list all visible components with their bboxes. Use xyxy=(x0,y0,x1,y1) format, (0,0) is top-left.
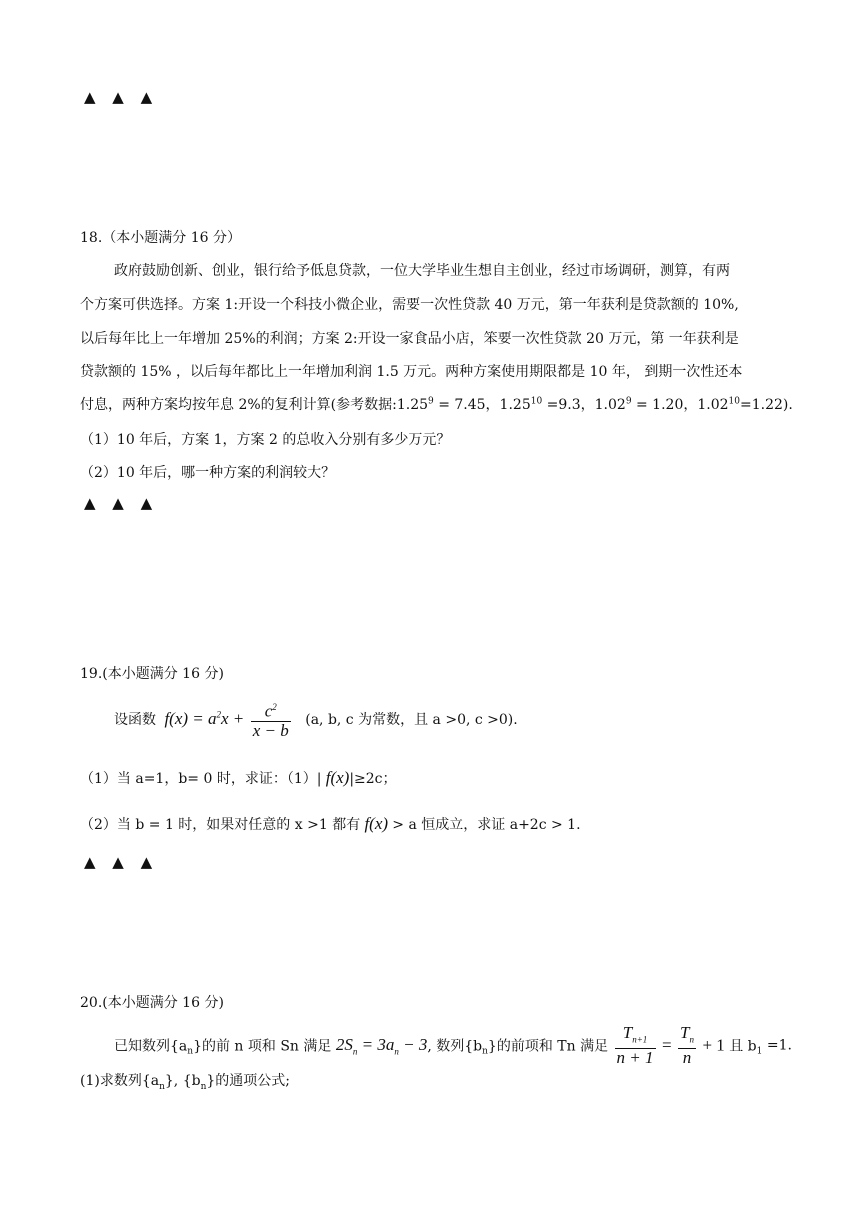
question-19-title: 19.(本小题满分 16 分) xyxy=(80,666,224,682)
q18-line-5-a: 付息，两种方案均按年息 2%的复利计算(参考数据:1.25 xyxy=(80,397,429,413)
q19-part-2-f: f(x) xyxy=(360,814,393,833)
q20-frac-1-num: T xyxy=(622,1023,633,1042)
q20-fraction-2 xyxy=(678,1024,696,1067)
q18-line-2: 个方案可供选择。方案 1:开设一个科技小微企业，需要一次性贷款 40 万元，第一年获利是贷款额的 10%, xyxy=(80,297,739,313)
q19-fraction-den: x − b xyxy=(252,720,289,740)
q20-part-1-a: (1)求数列{a xyxy=(80,1073,160,1089)
q20-eq-1-a: 2S xyxy=(335,1035,353,1054)
q19-function-def xyxy=(114,698,518,740)
q20-text-f: =1. xyxy=(762,1037,792,1054)
q19-part-1-b: |≥2c； xyxy=(349,771,397,787)
q20-frac-1-num-sub: n+1 xyxy=(632,1034,648,1045)
q20-eq-1 xyxy=(335,1035,428,1057)
q18-exp-2: 10 xyxy=(530,396,543,407)
q19-part-1 xyxy=(80,768,397,788)
q19-part-2 xyxy=(80,814,581,834)
q19-formula-lhs: f(x) = a xyxy=(164,708,217,728)
q18-line-4: 贷款额的 15% ，以后每年都比上一年增加利润 1.5 万元。两种方案使用期限都是 10 年， 到期一次性还本 xyxy=(80,364,743,380)
q20-sub-1: n xyxy=(187,1046,194,1057)
q19-formula-x: x + xyxy=(221,708,245,728)
answer-space-marker: ▲ ▲ ▲ xyxy=(84,494,159,512)
q19-part-2-a: （2）当 b = 1 时，如果对任意的 x >1 都有 xyxy=(80,817,361,833)
q20-text-d: }的前项和 Tn 满足 xyxy=(487,1038,609,1055)
answer-space-marker: ▲ ▲ ▲ xyxy=(84,88,159,106)
q19-fraction-num: c xyxy=(264,701,273,721)
q20-plus-one: + 1 xyxy=(702,1035,725,1055)
q19-part-2-b: > a 恒成立，求证 a+2c > 1. xyxy=(392,817,581,833)
q18-part-1: （1）10 年后，方案 1，方案 2 的总收入分别有多少万元？ xyxy=(80,432,451,448)
q18-line-5 xyxy=(80,394,793,414)
q20-eq-1-c: − 3 xyxy=(398,1035,428,1054)
q18-line-5-d: = 1.20，1.02 xyxy=(631,397,729,413)
q19-formula xyxy=(164,709,244,728)
question-18-title: 18.（本小题满分 16 分） xyxy=(80,230,241,246)
q20-text-b: }的前 n 项和 Sn 满足 xyxy=(193,1038,332,1055)
q19-fraction xyxy=(251,698,291,740)
q19-formula-exp: 2 xyxy=(216,709,222,720)
q20-sub-b1: 1 xyxy=(756,1046,763,1057)
q19-part-1-f: f(x) xyxy=(321,768,350,787)
q20-text-e: 且 b xyxy=(724,1038,757,1055)
q20-part-1-b: }, {b xyxy=(164,1073,201,1089)
q18-line-3: 以后每年比上一年增加 25%的利润；方案 2:开设一家食品小店，笨要一次性贷款 20 万元，第 一年获利是 xyxy=(80,331,739,347)
q20-frac-2-num-sub: n xyxy=(689,1034,694,1045)
q18-line-5-e: =1.22). xyxy=(739,397,793,413)
q18-part-2: （2）10 年后，哪一种方案的利润较大？ xyxy=(80,465,336,481)
q20-frac-2-num: T xyxy=(680,1023,690,1042)
q20-eq-1-sub: n xyxy=(352,1046,358,1057)
q18-line-1: 政府鼓励创新、创业，银行给予低息贷款，一位大学毕业生想自主创业，经过市场调研，测算，有两 xyxy=(114,263,730,279)
q20-frac-2-den: n xyxy=(682,1048,692,1068)
q19-intro: 设函数 xyxy=(114,711,156,728)
q18-line-5-b: = 7.45，1.25 xyxy=(433,397,531,413)
q18-exp-3: 9 xyxy=(625,396,632,407)
q18-line-5-c: =9.3，1.02 xyxy=(542,397,626,413)
q20-eq-1-b: = 3a xyxy=(357,1035,395,1054)
q19-fraction-num-exp: 2 xyxy=(272,702,277,712)
q20-fraction-1 xyxy=(615,1024,656,1067)
q20-part-1-sub-2: n xyxy=(200,1081,207,1092)
q20-sub-2: n xyxy=(482,1046,488,1057)
q20-equals: = xyxy=(661,1035,672,1055)
q20-eq-1-b-sub: n xyxy=(394,1046,399,1057)
q18-exp-4: 10 xyxy=(728,396,740,407)
q20-frac-1-den: n + 1 xyxy=(616,1048,654,1068)
q19-part-1-a: （1）当 a=1，b= 0 时，求证：（1）| xyxy=(80,771,322,787)
q20-text-a: 已知数列{a xyxy=(114,1038,188,1055)
q20-text-c: , 数列{b xyxy=(427,1038,483,1055)
q20-part-1-sub-1: n xyxy=(159,1081,165,1092)
q18-exp-1: 9 xyxy=(428,396,434,407)
question-20-title: 20.(本小题满分 16 分) xyxy=(80,995,224,1011)
q20-part-1 xyxy=(80,1070,290,1092)
answer-space-marker: ▲ ▲ ▲ xyxy=(84,853,159,871)
q20-part-1-c: }的通项公式; xyxy=(206,1073,290,1089)
q20-statement xyxy=(114,1024,792,1067)
q19-condition: (a, b, c 为常数，且 a >0, c >0). xyxy=(305,711,518,728)
